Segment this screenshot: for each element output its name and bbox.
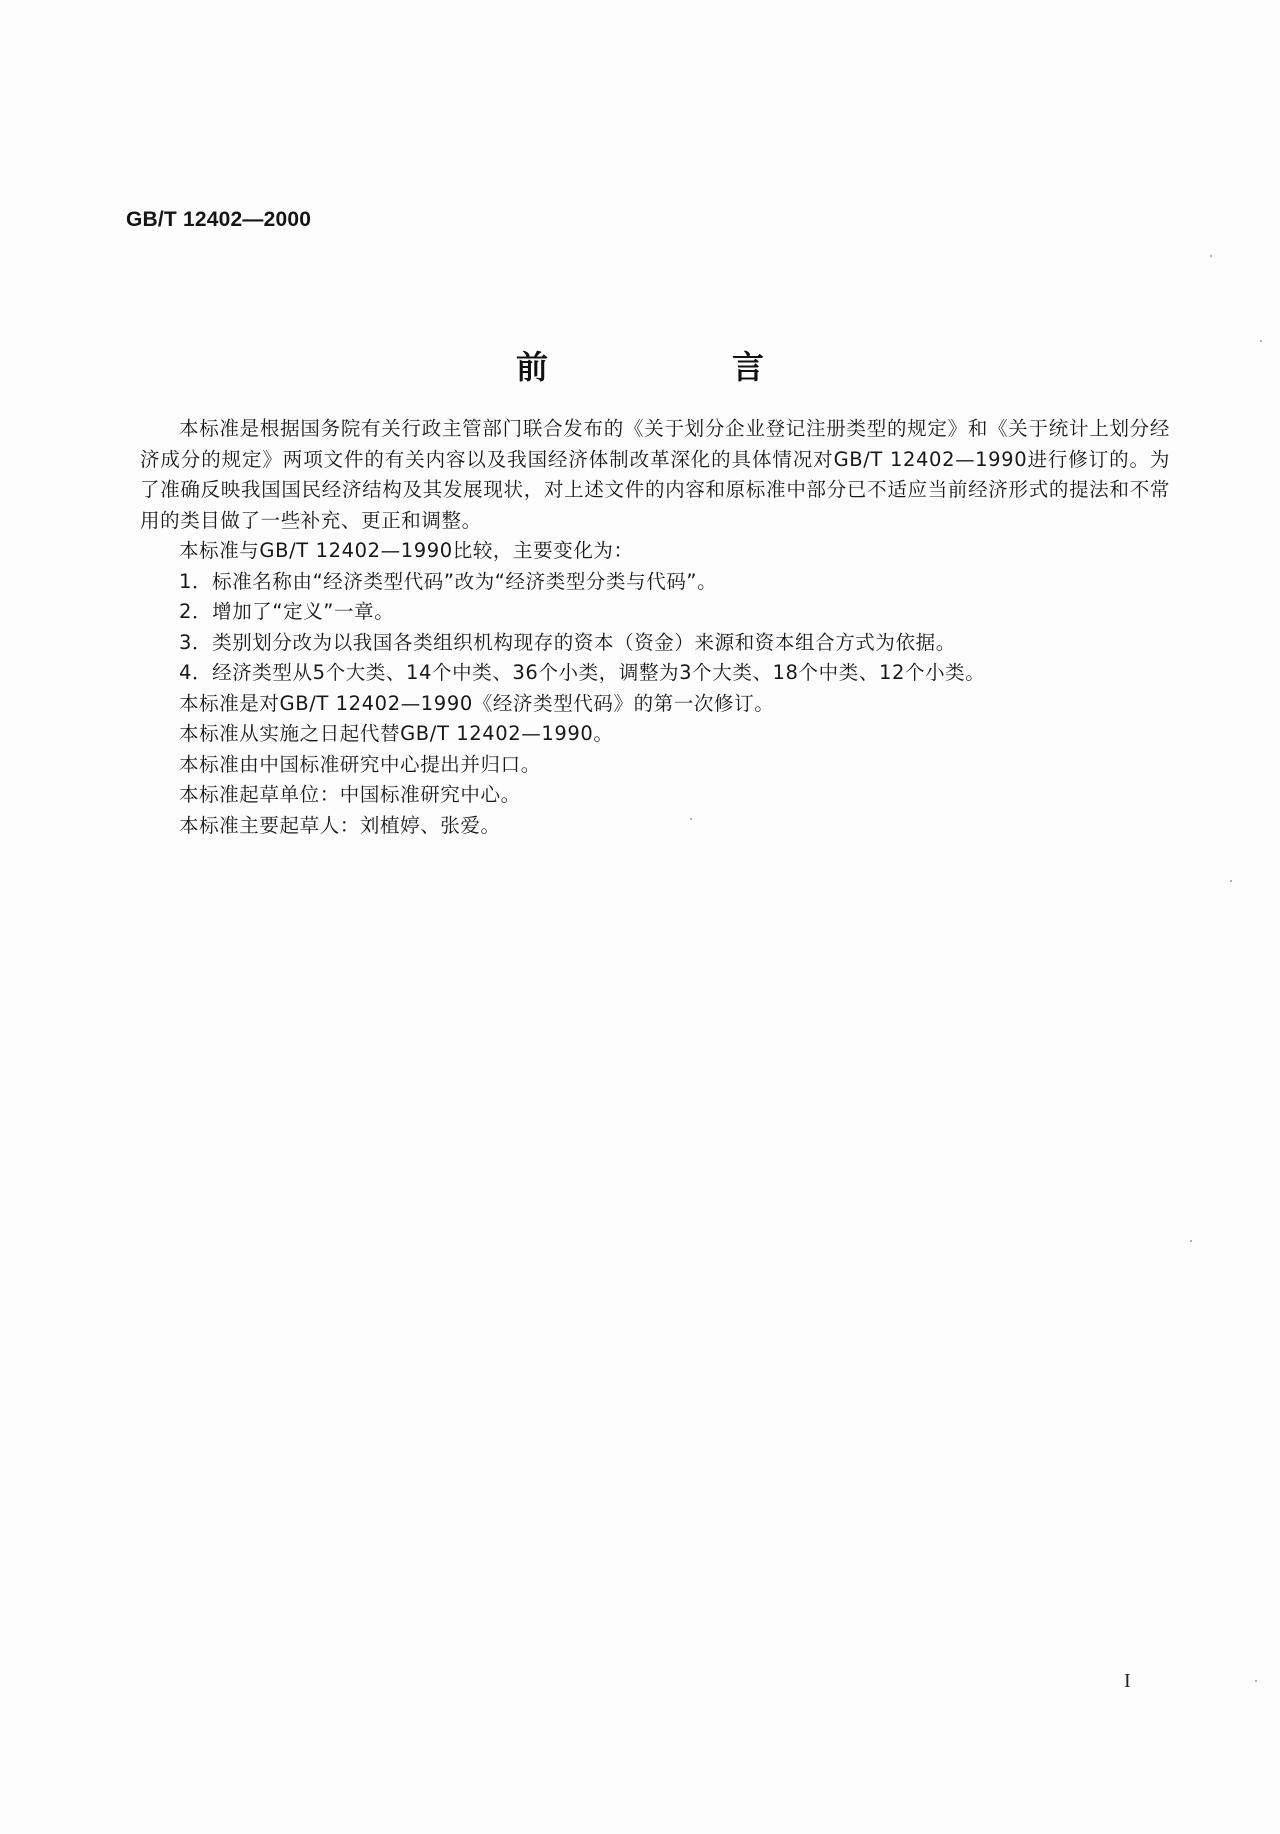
- change-item-4: 4．经济类型从5个大类、14个中类、36个小类，调整为3个大类、18个中类、12个小类。: [179, 661, 986, 684]
- change-item-2: 2．增加了“定义”一章。: [179, 600, 395, 623]
- document-body: [140, 414, 1170, 841]
- scan-speck: [1190, 1240, 1192, 1242]
- change-item-1: 1．标准名称由“经济类型代码”改为“经济类型分类与代码”。: [179, 569, 718, 593]
- change-item-3: 3．类别划分改为以我国各类组织机构现存的资本（资金）来源和资本组合方式为依据。: [179, 630, 956, 654]
- page-title: 前 言: [515, 348, 840, 386]
- revision-note: 本标准是对GB/T 12402—1990《经济类型代码》的第一次修订。: [179, 691, 775, 715]
- scan-speck: [1230, 880, 1232, 882]
- replacement-note: 本标准从实施之日起代替GB/T 12402—1990。: [179, 722, 614, 745]
- proposer-note: 本标准由中国标准研究中心提出并归口。: [179, 752, 541, 776]
- scan-speck: [1255, 1680, 1257, 1682]
- intro-paragraph: 本标准是根据国务院有关行政主管部门联合发布的《关于划分企业登记注册类型的规定》和《关于统计上划分经济成分的规定》两项文件的有关内容以及我国经济体制改革深化的具体情况对GB/T 12402—1990进行修订的。为了准确反映我国国民经济结构及其发展现状，对上述文件的内容和原标准中部分已不适应当前经济形式的提法和不常用的类目做了一些补充、更正和调整。: [140, 417, 1170, 532]
- scan-speck: [1260, 340, 1262, 342]
- page-number: I: [1124, 1670, 1131, 1692]
- drafting-unit: 本标准起草单位：中国标准研究中心。: [179, 783, 521, 806]
- drafters: 本标准主要起草人：刘植婷、张爱。: [179, 813, 501, 837]
- comparison-intro: 本标准与GB/T 12402—1990比较，主要变化为：: [179, 539, 634, 562]
- scan-speck: [690, 818, 692, 820]
- scan-speck: [1210, 255, 1212, 257]
- standard-code: GB/T 12402—2000: [126, 208, 312, 231]
